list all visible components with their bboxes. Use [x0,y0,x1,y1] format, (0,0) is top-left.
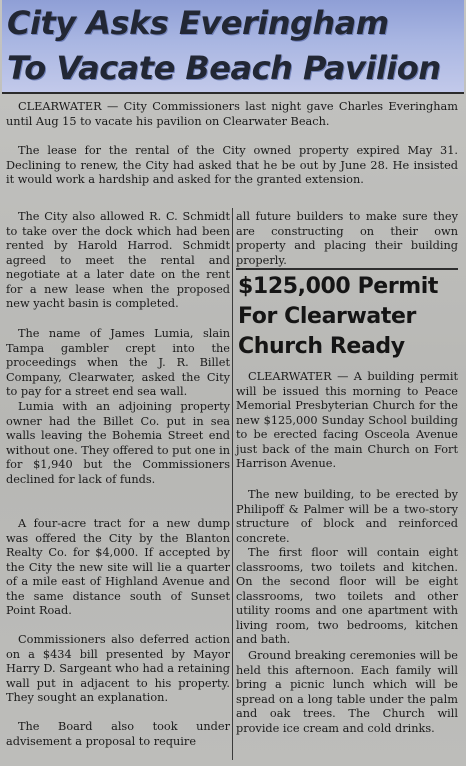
main-paragraph-4: The name of James Lumia, slain Tampa gambler crept into the proceedings when the J. R. Billet Company, Clearwater, asked the City to pay for a street end sea wall. [6,327,230,398]
main-paragraph-5: Lumia with an adjoining property owner had the Billet Co. put in sea walls leaving the Bohemia Street end without one. They offered to put one in for $1,940 but the Commissioners declined for lack of funds. [6,400,230,486]
main-continued-text: all future builders to make sure they are constructing on their own property and placing their building properly. [236,210,458,267]
main-paragraph-7: Commissioners also deferred action on a $434 bill presented by Mayor Harry D. Sargeant who had a retaining wall put in adjacent to his property. They sought an explanation. [6,633,230,704]
church-headline-line3: Church Ready [238,334,405,359]
main-paragraph-3: The City also allowed R. C. Schmidt to take over the dock which had been rented by Harold Harrod. Schmidt agreed to meet the rental and negotiate at a later date on the rent for a new lease when the proposed new yacht basin is completed. [6,210,230,310]
main-headline-line2: To Vacate Beach Pavilion [7,49,441,87]
main-paragraph-2: The lease for the rental of the City owned property expired May 31. Declining to renew, the City had asked that he be out by June 28. He insisted it would work a hardship and asked for the granted extension. [6,144,458,186]
church-paragraph-4: Ground breaking ceremonies will be held this afternoon. Each family will bring a picnic lunch which will be spread on a long table under the palm and oak trees. The Church will provide ice cream and cold drinks. [236,649,458,735]
church-headline-line2: For Clearwater [238,304,416,329]
column-divider [232,208,233,760]
main-paragraph-8: The Board also took under advisement a proposal to require [6,720,230,748]
main-headline [2,0,464,94]
main-paragraph-6: A four-acre tract for a new dump was offered the City by the Blanton Realty Co. for $4,000. If accepted by the City the new site will lie a quarter of a mile east of Highland Avenue and the same distance south of Sunset Point Road. [6,517,230,617]
main-paragraph-1: CLEARWATER — City Commissioners last night gave Charles Everingham until Aug 15 to vacate his pavilion on Clearwater Beach. [6,100,458,128]
church-paragraph-1: CLEARWATER — A building permit will be issued this morning to Peace Memorial Presbyterian Church for the new $125,000 Sunday School building to be erected facing Osceola Avenue just back of the main Church on Fort Harrison Avenue. [236,370,458,470]
church-headline [236,268,458,359]
church-paragraph-2: The new building, to be erected by Philipoff & Palmer will be a two-story structure of block and reinforced concrete. [236,488,458,545]
church-headline-line1: $125,000 Permit [238,274,439,299]
main-headline-line1: City Asks Everingham [7,4,389,42]
church-paragraph-3: The first floor will contain eight classrooms, two toilets and kitchen. On the second floor will be eight classrooms, two toilets and other utility rooms and one apartment with living room, two bedrooms, kitchen and bath. [236,546,458,646]
